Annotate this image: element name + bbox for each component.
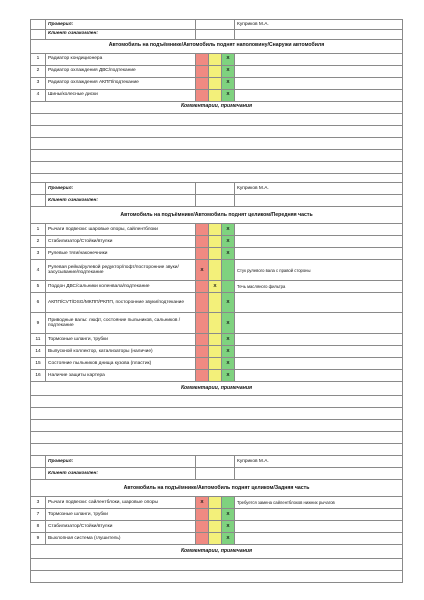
row-note (235, 224, 403, 236)
row-note: Требуется замена сайлентблоков нижних рычагов (235, 497, 403, 509)
status-yellow-cell (209, 224, 222, 236)
row-item: Шины/колесные диски (46, 89, 196, 101)
client-label: Клиент ознакомлен: (46, 195, 196, 207)
row-note (235, 509, 403, 521)
section-title-row (31, 207, 403, 224)
status-red-cell (196, 334, 209, 346)
row-item: Выхлопная система (глушитель) (46, 533, 196, 545)
status-green-cell (222, 260, 235, 281)
comment-line (31, 559, 403, 571)
row-note: Течь масляного фильтра (235, 281, 403, 293)
status-red-cell (196, 346, 209, 358)
table-row (31, 521, 403, 533)
status-yellow-cell (209, 77, 222, 89)
status-yellow-cell (209, 521, 222, 533)
status-red-cell (196, 65, 209, 77)
row-number: 4 (31, 89, 46, 101)
table-row (31, 346, 403, 358)
table-row (31, 248, 403, 260)
row-item: Состояние пыльников днища кузова (пластик) (46, 358, 196, 370)
status-yellow-cell: X (209, 281, 222, 293)
section-title-row (31, 39, 403, 53)
table-row (31, 236, 403, 248)
row-item: Выпускной коллектор, катализаторы (наличие) (46, 346, 196, 358)
comment-line (31, 161, 403, 173)
status-green-cell: X (222, 248, 235, 260)
row-note (235, 370, 403, 382)
row-note (235, 236, 403, 248)
client-row (31, 29, 403, 39)
table-row (31, 281, 403, 293)
row-number: 1 (31, 53, 46, 65)
status-green-cell: X (222, 293, 235, 313)
row-number: 8 (31, 521, 46, 533)
table-row (31, 497, 403, 509)
client-row (31, 195, 403, 207)
section-title: Автомобиль на подъёмнике/Автомобиль поднят целиком/Задняя часть (31, 480, 403, 497)
row-number: 14 (31, 346, 46, 358)
status-yellow-cell (209, 236, 222, 248)
status-yellow-cell (209, 509, 222, 521)
status-red-cell (196, 281, 209, 293)
status-red-cell (196, 77, 209, 89)
checked-label: Проверил: (46, 456, 196, 468)
checked-row (31, 183, 403, 195)
table-row (31, 334, 403, 346)
status-green-cell: X (222, 358, 235, 370)
status-green-cell: X (222, 313, 235, 334)
status-yellow-cell (209, 293, 222, 313)
status-green-cell: X (222, 89, 235, 101)
comment-line (31, 571, 403, 583)
table-row (31, 509, 403, 521)
comment-line (31, 420, 403, 432)
row-number: 7 (31, 509, 46, 521)
table-row (31, 358, 403, 370)
checked-label: Проверил: (46, 20, 196, 30)
row-item: Наличие защиты картера (46, 370, 196, 382)
status-red-cell (196, 236, 209, 248)
status-red-cell (196, 509, 209, 521)
row-item: Рычаги подвески: сайлентблоки, шаровые опоры (46, 497, 196, 509)
comments-title: Комментарии, примечания (31, 545, 403, 559)
section-title-row (31, 480, 403, 497)
status-red-cell (196, 370, 209, 382)
status-yellow-cell (209, 334, 222, 346)
row-note (235, 521, 403, 533)
status-red-cell (196, 89, 209, 101)
inspection-sheet (30, 19, 402, 583)
comment-line (31, 137, 403, 149)
status-green-cell: X (222, 236, 235, 248)
row-note (235, 334, 403, 346)
checked-row (31, 456, 403, 468)
checked-label: Проверил: (46, 183, 196, 195)
row-number: 9 (31, 313, 46, 334)
row-number: 2 (31, 65, 46, 77)
row-note (235, 346, 403, 358)
status-green-cell: X (222, 53, 235, 65)
status-red-cell: X (196, 497, 209, 509)
checked-value: Куприков М.А. (235, 183, 403, 195)
row-note (235, 293, 403, 313)
table-row (31, 533, 403, 545)
comments-title: Комментарии, примечания (31, 101, 403, 113)
status-yellow-cell (209, 65, 222, 77)
row-note (235, 77, 403, 89)
comment-line (31, 113, 403, 125)
table-row (31, 65, 403, 77)
client-row (31, 468, 403, 480)
row-note (235, 89, 403, 101)
status-red-cell: X (196, 260, 209, 281)
status-yellow-cell (209, 260, 222, 281)
row-note (235, 248, 403, 260)
status-green-cell (222, 497, 235, 509)
section-title: Автомобиль на подъёмнике/Автомобиль поднят целиком/Передняя часть (31, 207, 403, 224)
table-row (31, 313, 403, 334)
status-red-cell (196, 533, 209, 545)
inspection-table (30, 19, 403, 583)
table-row (31, 77, 403, 89)
status-red-cell (196, 521, 209, 533)
status-yellow-cell (209, 497, 222, 509)
row-note: Стук рулевого вала с правой стороны (235, 260, 403, 281)
status-green-cell: X (222, 346, 235, 358)
status-red-cell (196, 248, 209, 260)
status-yellow-cell (209, 89, 222, 101)
client-label: Клиент ознакомлен: (46, 29, 196, 39)
row-item: Тормозные шланги, трубки (46, 509, 196, 521)
row-number: 6 (31, 293, 46, 313)
row-number: 4 (31, 260, 46, 281)
checked-value: Куприков М.А. (235, 456, 403, 468)
row-number: 3 (31, 497, 46, 509)
comment-line (31, 396, 403, 408)
table-row (31, 293, 403, 313)
comment-line (31, 432, 403, 444)
status-yellow-cell (209, 313, 222, 334)
row-number: 16 (31, 370, 46, 382)
row-item: Рулевые тяги/наконечники (46, 248, 196, 260)
status-green-cell: X (222, 521, 235, 533)
row-item: Поддон ДВС/сальники коленвала/подтекание (46, 281, 196, 293)
row-item: Рычаги подвески: шаровые опоры, сайлентблоки (46, 224, 196, 236)
section-title: Автомобиль на подъёмнике/Автомобиль поднят наполовину/Снаружи автомобиля (31, 39, 403, 53)
status-green-cell: X (222, 224, 235, 236)
table-row (31, 224, 403, 236)
status-red-cell (196, 358, 209, 370)
status-green-cell: X (222, 509, 235, 521)
row-item: Приводные валы: люфт, состояние пыльников, сальников / подтекание (46, 313, 196, 334)
status-red-cell (196, 224, 209, 236)
status-yellow-cell (209, 53, 222, 65)
status-red-cell (196, 293, 209, 313)
row-number: 15 (31, 358, 46, 370)
comments-title-row (31, 545, 403, 559)
row-item: Рулевая рейка/рулевой редуктор/пофт/посторонние звуки/засусывание/подтекание (46, 260, 196, 281)
row-number: 2 (31, 236, 46, 248)
row-number: 3 (31, 248, 46, 260)
row-number: 5 (31, 281, 46, 293)
row-item: Стабилизатор/Стойки/втулки (46, 521, 196, 533)
row-item: АКПП/CVT/DSG/МКПП/РКПП, посторонние звуки/подтекание (46, 293, 196, 313)
status-red-cell (196, 53, 209, 65)
table-row (31, 89, 403, 101)
row-item: Тормозные шланги, трубки (46, 334, 196, 346)
checked-row (31, 20, 403, 30)
checked-value: Куприков М.А. (235, 20, 403, 30)
row-number: 3 (31, 77, 46, 89)
status-yellow-cell (209, 370, 222, 382)
comment-line (31, 444, 403, 456)
comments-title-row (31, 382, 403, 396)
status-green-cell: X (222, 65, 235, 77)
row-note (235, 65, 403, 77)
row-number: 1 (31, 224, 46, 236)
table-row (31, 370, 403, 382)
comment-line (31, 173, 403, 183)
status-green-cell: X (222, 370, 235, 382)
comments-title-row (31, 101, 403, 113)
comment-line (31, 125, 403, 137)
row-item: Радиатор охлаждения ДВС/подтекание (46, 65, 196, 77)
row-number: 9 (31, 533, 46, 545)
status-yellow-cell (209, 358, 222, 370)
table-row (31, 53, 403, 65)
comments-title: Комментарии, примечания (31, 382, 403, 396)
status-green-cell: X (222, 334, 235, 346)
status-yellow-cell (209, 346, 222, 358)
status-green-cell: X (222, 533, 235, 545)
row-number: 11 (31, 334, 46, 346)
row-item: Радиатор кондиционера (46, 53, 196, 65)
row-note (235, 53, 403, 65)
status-red-cell (196, 313, 209, 334)
status-green-cell (222, 281, 235, 293)
row-item: Стабилизатор/Стойки/втулки (46, 236, 196, 248)
comment-line (31, 408, 403, 420)
status-yellow-cell (209, 248, 222, 260)
status-green-cell: X (222, 77, 235, 89)
row-note (235, 358, 403, 370)
status-yellow-cell (209, 533, 222, 545)
row-item: Радиатор охлаждения АКПП/подтекание (46, 77, 196, 89)
row-note (235, 533, 403, 545)
comment-line (31, 149, 403, 161)
row-note (235, 313, 403, 334)
table-row (31, 260, 403, 281)
client-label: Клиент ознакомлен: (46, 468, 196, 480)
